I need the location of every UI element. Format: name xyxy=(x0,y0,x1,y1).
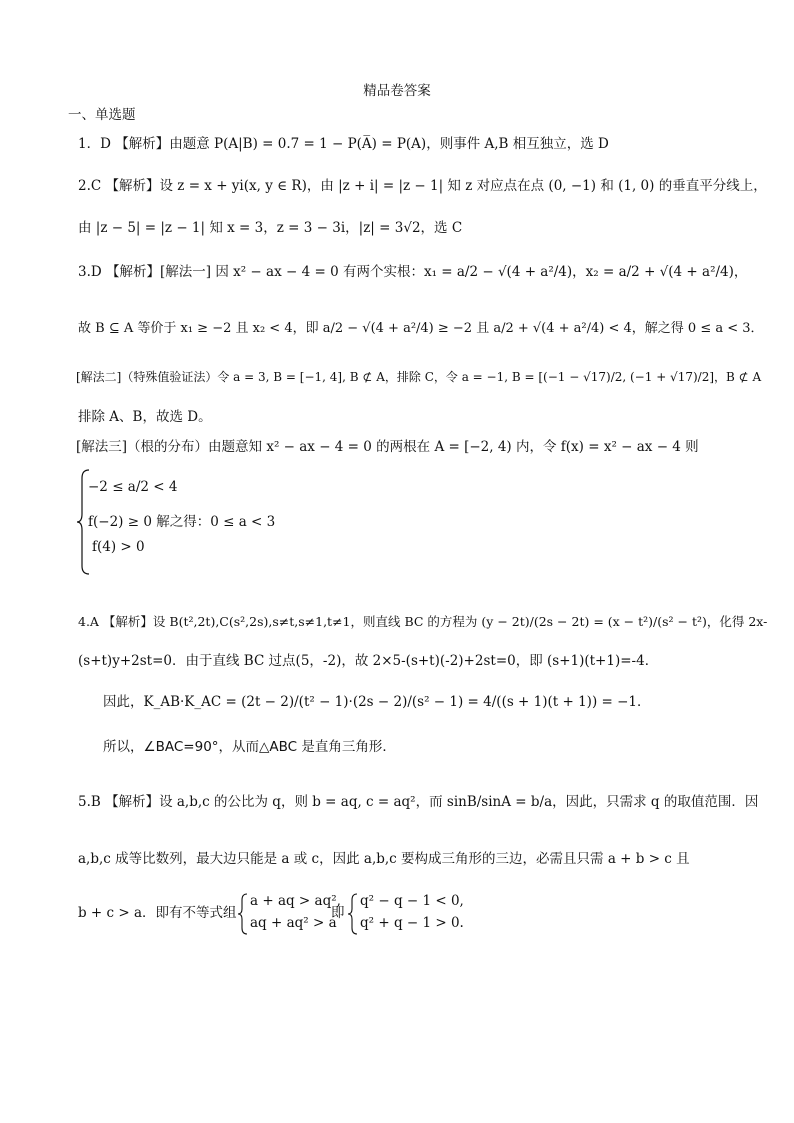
q3-system-line2: f(−2) ≥ 0 解之得：0 ≤ a < 3 xyxy=(88,514,276,530)
q2-line1: 2.C 【解析】设 z = x + yi(x, y ∈ R)，由 |z + i| = |z − 1| 知 z 对应点在点 (0, −1) 和 (1, 0) 的垂直平分线上， xyxy=(78,178,767,194)
q5-line1: 5.B 【解析】设 a,b,c 的公比为 q，则 b = aq, c = aq²，而 sinB/sinA = b/a，因此，只需求 q 的取值范围．因 xyxy=(78,794,759,810)
q3-line4: 排除 A、B，故选 D。 xyxy=(78,409,212,425)
q5-line2: a,b,c 成等比数列，最大边只能是 a 或 c，因此 a,b,c 要构成三角形的三边，必需且只需 a + b > c 且 xyxy=(78,851,690,867)
q3-system-line1: −2 ≤ a/2 < 4 xyxy=(88,479,178,495)
q4-line3: 因此，K_AB·K_AC = (2t − 2)/(t² − 1)·(2s − 2)/(s² − 1) = 4/((s + 1)(t + 1)) = −1． xyxy=(103,694,651,710)
q3-line2: 故 B ⊆ A 等价于 x₁ ≥ −2 且 x₂ < 4，即 a/2 − √(4 + a²/4) ≥ −2 且 a/2 + √(4 + a²/4) < 4，解之得 0 ≤ a < 3． xyxy=(78,321,764,336)
system-brace-b xyxy=(347,893,359,935)
q5-system-b1: q² − q − 1 < 0, xyxy=(360,893,464,909)
q3-line1: 3.D 【解析】[解法一] 因 x² − ax − 4 = 0 有两个实根：x₁ = a/2 − √(4 + a²/4)，x₂ = a/2 + √(4 + a²/4)， xyxy=(78,264,748,280)
page-title: 精品卷答案 xyxy=(363,83,431,99)
q3-system-line3: f(4) > 0 xyxy=(92,539,145,555)
system-brace-a xyxy=(237,893,249,935)
q2-line2: 由 |z − 5| = |z − 1| 知 x = 3，z = 3 − 3i，|z| = 3√2，选 C xyxy=(78,220,463,236)
section-heading: 一、单选题 xyxy=(68,107,136,123)
q3-line3: [解法二]（特殊值验证法）令 a = 3, B = [−1, 4], B ⊄ A，排除 C，令 a = −1, B = [(−1 − √17)/2, (−1 + √17)/2]，B ⊄ A xyxy=(76,370,762,384)
q5-system-a1: a + aq > aq², xyxy=(250,893,341,909)
q5-line3: b + c > a．即有不等式组 xyxy=(78,905,237,921)
q4-line2: (s+t)y+2st=0．由于直线 BC 过点(5，-2)，故 2×5-(s+t)(-2)+2st=0，即 (s+1)(t+1)=-4． xyxy=(78,653,659,669)
q1-line: 1．D 【解析】由题意 P(A|B) = 0.7 = 1 − P(A̅) = P(A)，则事件 A,B 相互独立，选 D xyxy=(78,136,609,152)
q4-line4: 所以，∠BAC=90°，从而△ABC 是直角三角形． xyxy=(103,739,396,755)
q5-system-b2: q² + q − 1 > 0. xyxy=(360,915,464,931)
q3-line5: [解法三]（根的分布）由题意知 x² − ax − 4 = 0 的两根在 A = [−2, 4) 内，令 f(x) = x² − ax − 4 则 xyxy=(76,439,699,455)
q4-line1: 4.A 【解析】设 B(t²,2t),C(s²,2s),s≠t,s≠1,t≠1，则直线 BC 的方程为 (y − 2t)/(2s − 2t) = (x − t²)/(s² − t²)，化得 2x- xyxy=(78,614,768,629)
q5-system-a2: aq + aq² > a xyxy=(250,915,337,931)
q5-mid: 即 xyxy=(331,905,345,921)
